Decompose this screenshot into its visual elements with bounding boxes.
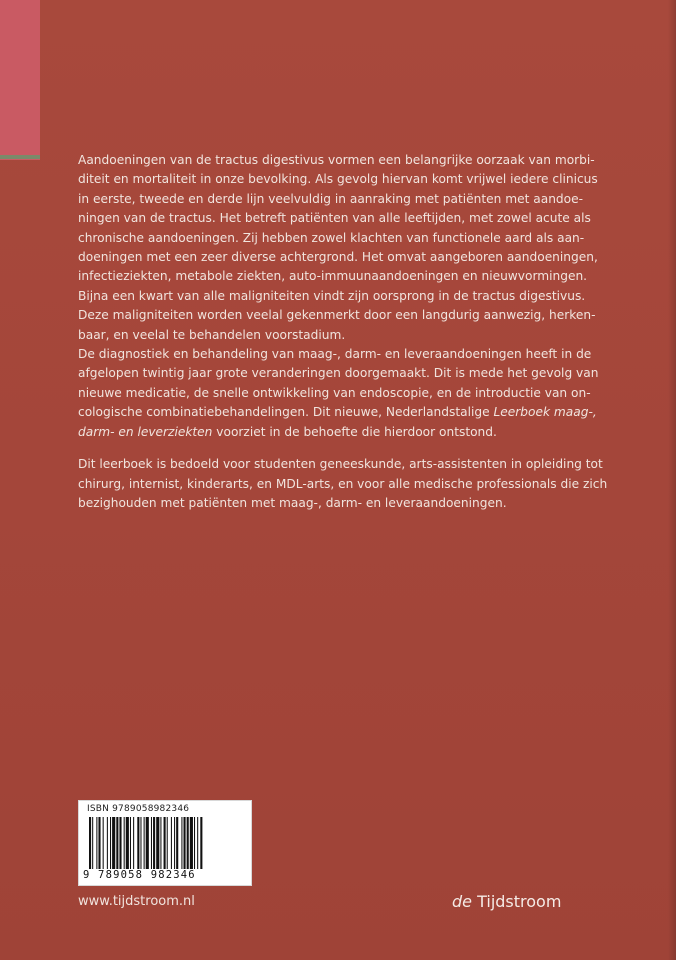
barcode-bar [137, 817, 139, 869]
barcode-bar [190, 817, 193, 869]
spine-color-strip [0, 0, 40, 160]
blurb-line: Bijna een kwart van alle maligniteiten vindt zijn oorsprong in de tractus digestivus. [78, 288, 586, 303]
barcode-bar [176, 817, 178, 869]
blurb-line: baar, en veelal te behandelen voorstadium. [78, 327, 346, 342]
isbn-label: ISBN 9789058982346 [87, 804, 190, 814]
barcode-bar [130, 817, 131, 869]
barcode-bar [103, 817, 104, 869]
barcode-bar [167, 817, 168, 869]
blurb-text [78, 151, 608, 513]
publisher-url: www.tijdstroom.nl [78, 894, 195, 909]
publisher-name: Tijdstroom [477, 892, 562, 911]
barcode-bar [171, 817, 172, 869]
barcode-bar [146, 817, 149, 869]
publisher-prefix: de [452, 892, 472, 911]
blurb-line: Dit leerboek is bedoeld voor studenten geneeskunde, arts-assistenten in opleiding tot [78, 457, 603, 472]
barcode-bar [133, 817, 134, 869]
barcode-bar [200, 817, 202, 869]
blurb-line-text: cologische combinatiebehandelingen. Dit nieuwe, Nederlandstalige [78, 405, 490, 420]
barcode-bar [98, 817, 100, 869]
blurb-line: bezighouden met patiënten met maag-, darm- en leveraandoeningen. [78, 495, 507, 510]
book-title-italic: Leerboek maag-, [493, 405, 597, 420]
barcode-bar [110, 817, 111, 869]
blurb-line-text: voorziet in de behoefte die hierdoor ontstond. [212, 424, 497, 439]
barcode-bar [119, 817, 121, 869]
barcode-bar [184, 817, 186, 869]
barcode-bar [153, 817, 155, 869]
blurb-line: De diagnostiek en behandeling van maag-, darm- en leveraandoeningen heeft in de [78, 347, 592, 362]
blurb-line: chirurg, internist, kinderarts, en MDL-arts, en voor alle medische professionals die zich [78, 476, 608, 491]
isbn-digits: 9 789058 982346 [83, 869, 196, 881]
barcode-bar [151, 817, 152, 869]
barcode-bar [194, 817, 195, 869]
barcode-bar [160, 817, 161, 869]
barcode-bar [187, 817, 189, 869]
paragraph-gap [78, 442, 578, 455]
barcode-bar [197, 817, 198, 869]
blurb-line: afgelopen twintig jaar grote veranderingen doorgemaakt. Dit is mede het gevolg van [78, 366, 599, 381]
barcode-bar [164, 817, 166, 869]
blurb-line: infectieziekten, metabole ziekten, auto-immuunaandoeningen en nieuwvormingen. [78, 269, 588, 284]
barcode-bar [140, 817, 141, 869]
barcode-bar [116, 817, 118, 869]
barcode-bar [112, 817, 115, 869]
blurb-line: chronische aandoeningen. Zij hebben zowel klachten van functionele aard als aan- [78, 230, 585, 245]
blurb-line: diteit en mortaliteit in onze bevolking. Als gevolg hiervan komt vrijwel iedere clinicus [78, 172, 598, 187]
cover-edge-shadow [668, 0, 676, 960]
barcode-bar [92, 817, 93, 869]
barcode-bar [156, 817, 159, 869]
blurb-line: Deze maligniteiten worden veelal gekenmerkt door een langdurig aanwezig, herken- [78, 308, 596, 323]
barcode-bar [181, 817, 182, 869]
isbn-barcode [78, 800, 252, 886]
blurb-line: ningen van de tractus. Het betreft patiënten van alle leeftijden, met zowel acute als [78, 211, 591, 226]
blurb-line: Aandoeningen van de tractus digestivus vormen een belangrijke oorzaak van morbi- [78, 153, 595, 167]
barcode-bar [144, 817, 145, 869]
barcode-bar [96, 817, 97, 869]
blurb-line: in eerste, tweede en derde lijn veelvuldig in aanraking met patiënten met aandoe- [78, 191, 584, 206]
blurb-line [78, 403, 597, 422]
barcode-bar [89, 817, 91, 869]
blurb-line: doeningen met een zeer diverse achtergrond. Het omvat aangeboren aandoeningen, [78, 250, 598, 265]
blurb-line: nieuwe medicatie, de snelle ontwikkeling van endoscopie, en de introductie van on- [78, 385, 591, 400]
barcode-bars [87, 817, 243, 869]
barcode-bar [124, 817, 125, 869]
publisher-logo [452, 892, 561, 911]
book-title-italic-cont: darm- en leverziekten [78, 424, 213, 439]
barcode-bar [107, 817, 108, 869]
spine-accent-line [0, 155, 40, 159]
barcode-bar [174, 817, 175, 869]
blurb-line [78, 423, 578, 442]
barcode-bar [126, 817, 129, 869]
